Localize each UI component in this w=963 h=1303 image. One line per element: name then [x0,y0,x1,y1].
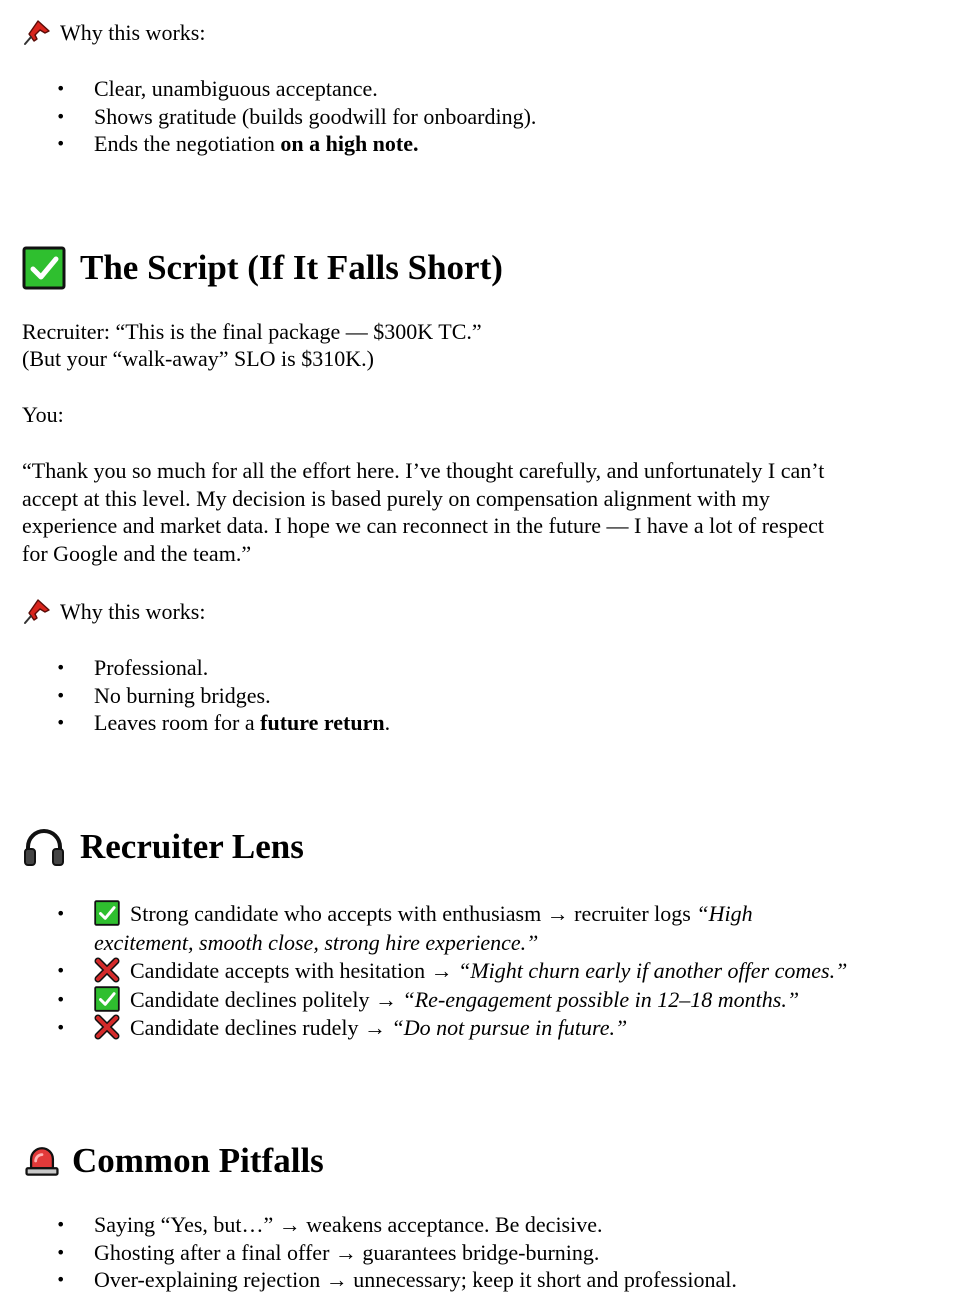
quote-line: accept at this level. My decision is based purely on compensation alignment with my [22,485,770,511]
list-item: • Saying “Yes, but…” → weakens acceptance. Be decisive. [0,1211,737,1239]
check-icon [94,986,120,1012]
script-short-heading [22,246,503,290]
cross-icon [94,1014,120,1040]
list-item: • Leaves room for a future return. [0,709,390,737]
list-item: • Over-explaining rejection → unnecessary; keep it short and professional. [0,1266,737,1294]
siren-icon [22,1141,62,1181]
list-item: • Ghosting after a final offer → guarantees bridge-burning. [0,1239,737,1267]
list-item: • Candidate declines politely → “Re-engagement possible in 12–18 months.” [0,986,847,1014]
decline-reasons-list [0,654,390,737]
pushpin-icon [22,19,52,46]
list-item: • Clear, unambiguous acceptance. [0,75,536,103]
heading-text: Common Pitfalls [72,1141,324,1180]
list-item: • Candidate accepts with hesitation → “Might churn early if another offer comes.” [0,957,847,985]
why-this-works-label [22,19,205,46]
recruiter-lens-heading [22,825,304,869]
why-this-works-label-2 [22,598,205,625]
you-label: You: [22,402,64,427]
cross-icon [94,957,120,983]
headphones-icon [22,825,66,869]
list-item: • Strong candidate who accepts with enthusiasm → recruiter logs “High excitement, smooth close, strong hire experience.” [0,899,834,957]
accept-reasons-list [0,75,536,158]
list-item: • Professional. [0,654,390,682]
pushpin-icon [22,598,52,625]
heading-text: Recruiter Lens [80,827,304,866]
why-label-text: Why this works: [60,599,206,624]
check-icon [22,246,66,290]
quote-line: “Thank you so much for all the effort here. I’ve thought carefully, and unfortunately I can’t [22,458,825,483]
list-item: • Ends the negotiation on a high note. [0,130,536,158]
quote-line: experience and market data. I hope we can reconnect in the future — I have a lot of respect [22,513,825,538]
pitfalls-list [0,1211,737,1294]
common-pitfalls-heading [22,1140,324,1182]
recruiter-lens-list [0,899,847,1042]
walkaway-line: (But your “walk-away” SLO is $310K.) [22,346,374,371]
recruiter-line: Recruiter: “This is the final package — $300K TC.” [22,319,482,344]
heading-text: The Script (If It Falls Short) [80,248,503,287]
list-item: • Shows gratitude (builds goodwill for onboarding). [0,103,536,131]
response-quote [22,457,824,567]
why-label-text: Why this works: [60,20,206,45]
list-item: • No burning bridges. [0,682,390,710]
quote-line: for Google and the team.” [22,540,252,566]
check-icon [94,900,120,926]
list-item: • Candidate declines rudely → “Do not pursue in future.” [0,1014,847,1042]
